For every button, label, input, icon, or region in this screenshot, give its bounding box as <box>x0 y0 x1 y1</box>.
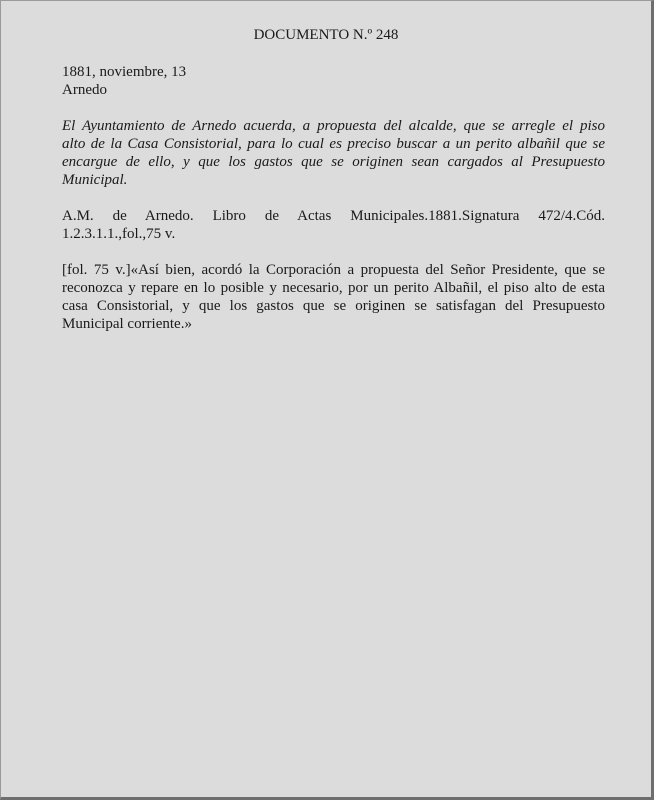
transcription-line: [fol. 75 v.]«Así bien, acordó la Corporación a propuesta del Señor Presidente, que se <box>62 262 605 278</box>
source-line: 1.2.3.1.1.,fol.,75 v. <box>62 226 176 242</box>
document-summary <box>62 117 605 189</box>
document-place: Arnedo <box>62 82 107 98</box>
document-transcription <box>62 261 605 333</box>
transcription-line: Municipal corriente.» <box>62 316 192 332</box>
summary-line: El Ayuntamiento de Arnedo acuerda, a propuesta del alcalde, que se arregle el piso <box>62 118 605 134</box>
document-body <box>62 63 605 333</box>
document-source <box>62 207 605 243</box>
document-title: DOCUMENTO N.º 248 <box>253 27 399 43</box>
summary-line: Municipal. <box>62 172 128 188</box>
source-line: A.M. de Arnedo. Libro de Actas Municipales.1881.Signatura 472/4.Cód. <box>62 208 605 224</box>
transcription-line: casa Consistorial, y que los gastos que se originen se satisfagan del Presupuesto <box>62 298 605 314</box>
transcription-line: reconozca y repare en lo posible y necesario, por un perito Albañil, el piso alto de esta <box>62 280 605 296</box>
document-date: 1881, noviembre, 13 <box>62 64 187 80</box>
summary-line: encargue de ello, y que los gastos que se originen sean cargados al Presupuesto <box>62 154 605 170</box>
summary-line: alto de la Casa Consistorial, para lo cual es preciso buscar a un perito albañil que se <box>62 136 605 152</box>
